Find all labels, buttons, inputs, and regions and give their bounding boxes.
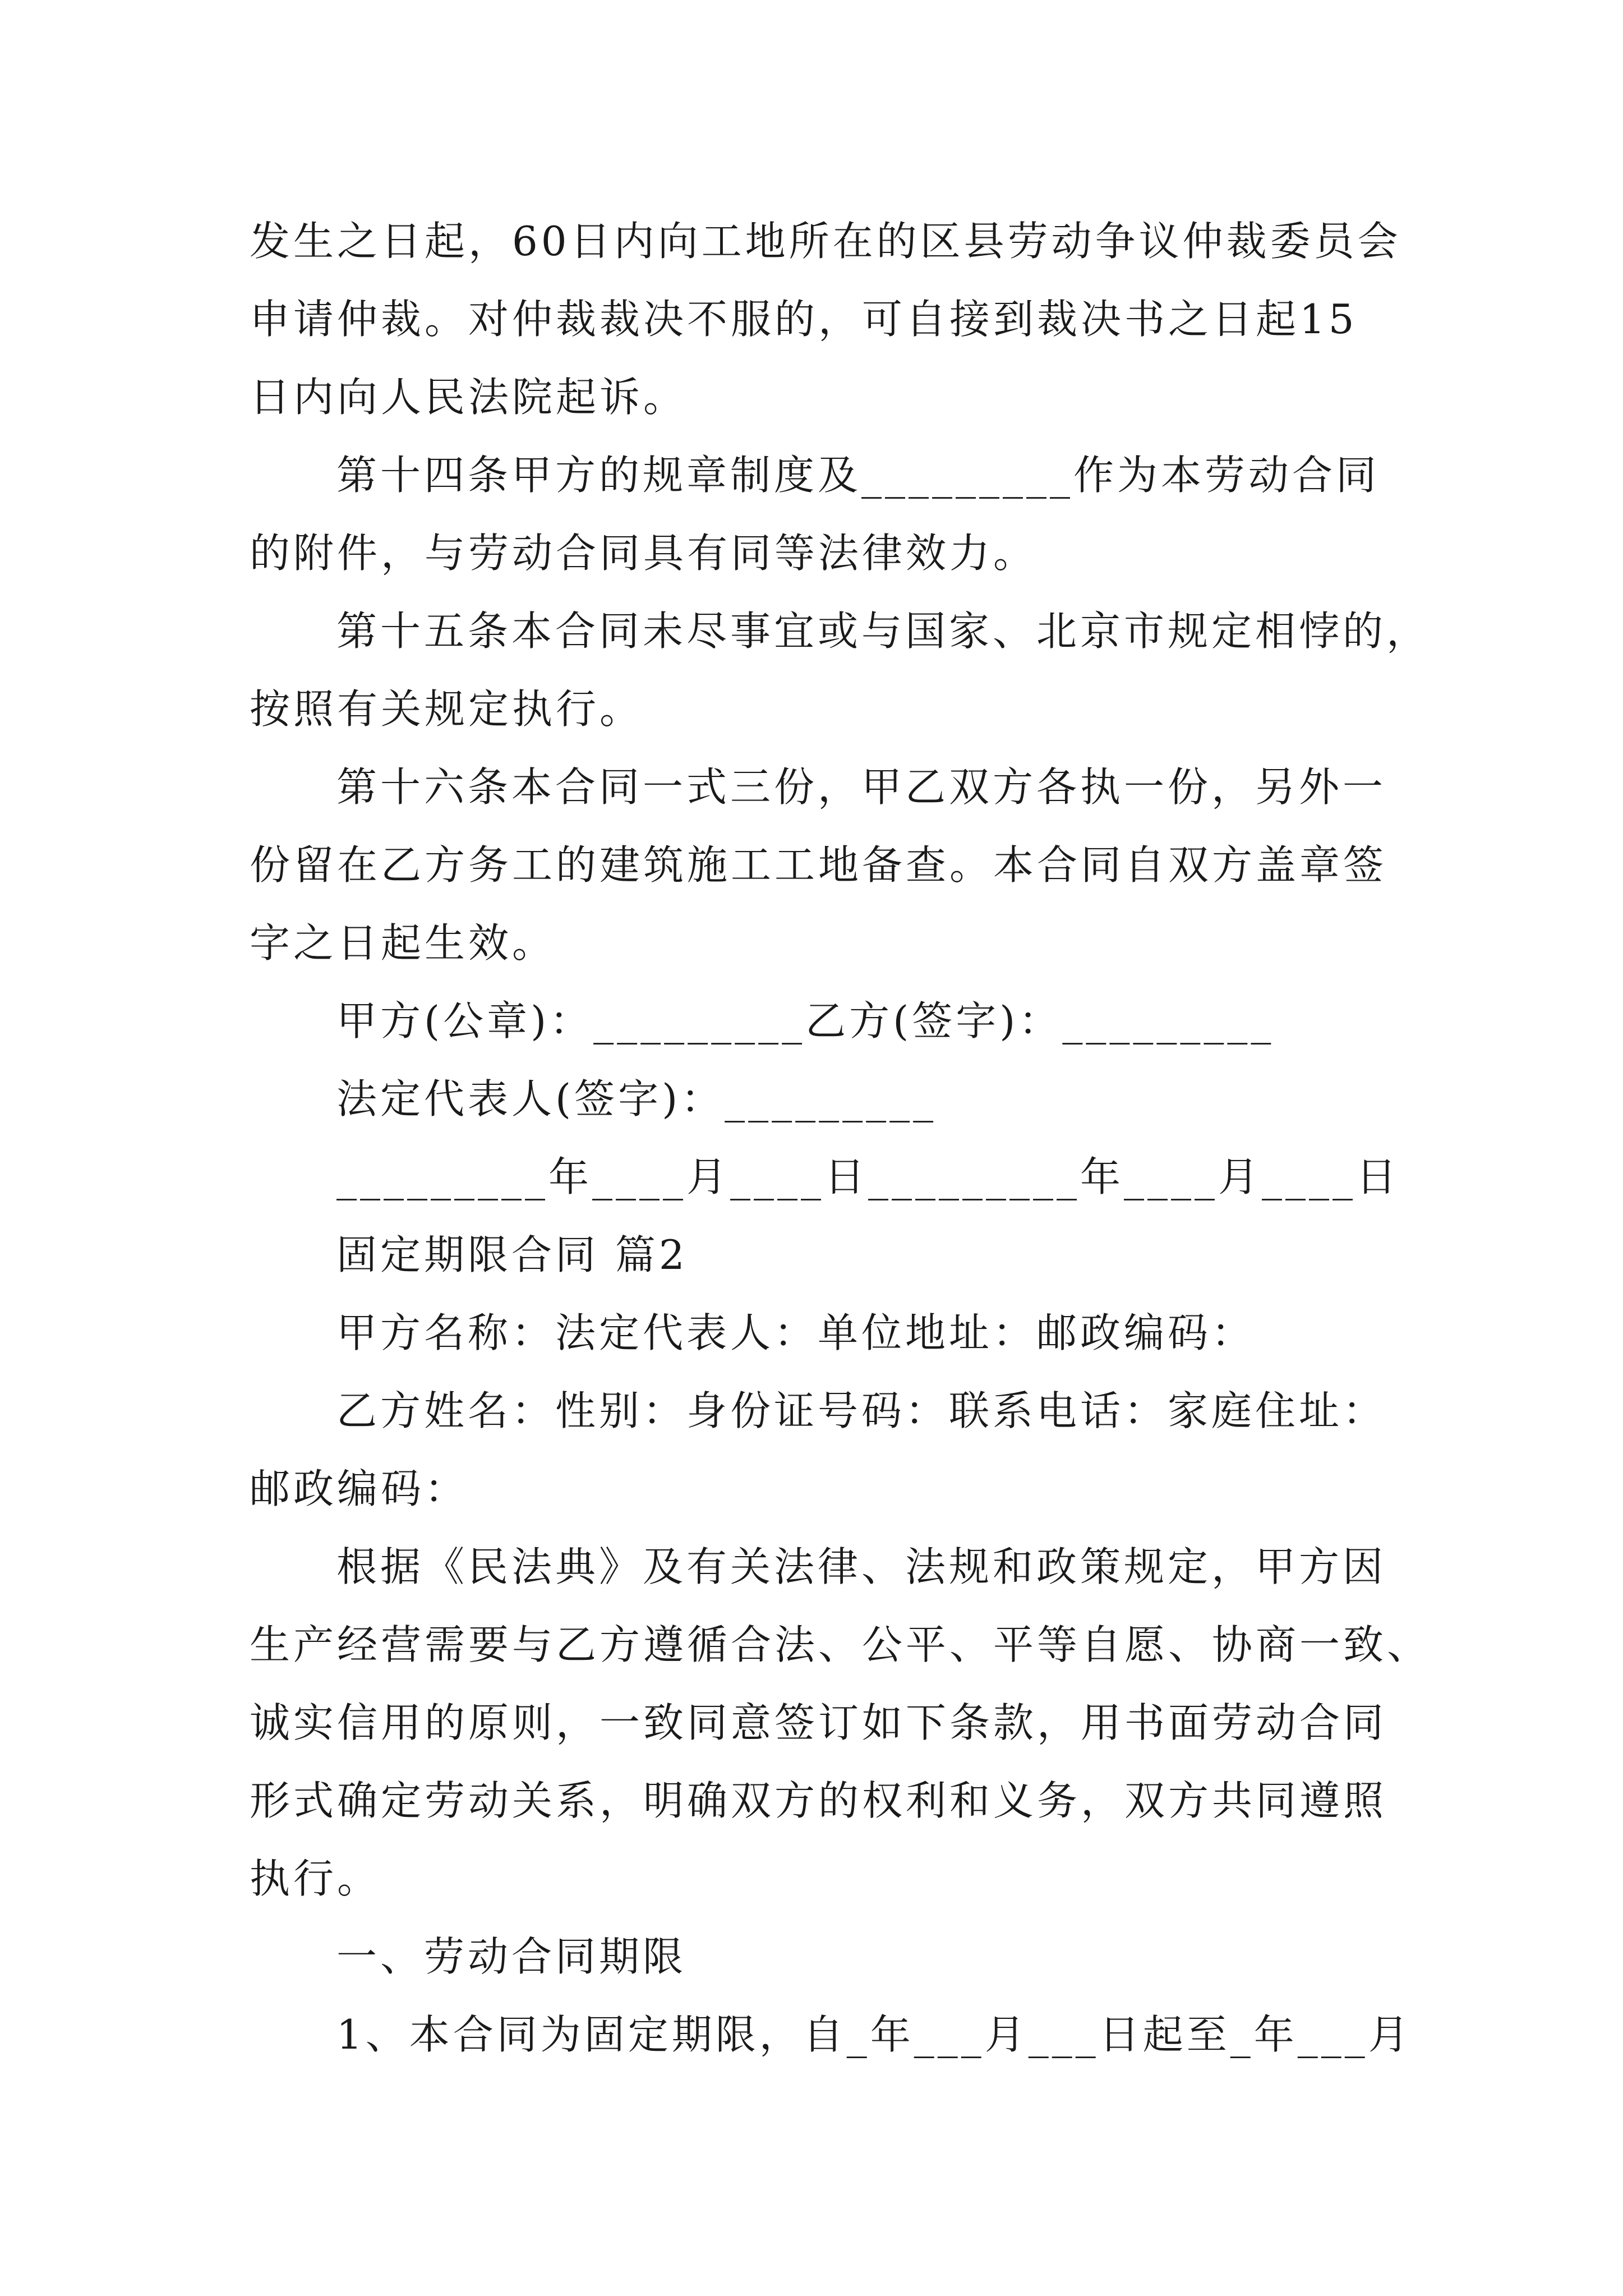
text-line: 乙方姓名：性别：身份证号码：联系电话：家庭住址： xyxy=(336,1387,1387,1434)
text-line: 第十四条甲方的规章制度及_________作为本劳动合同 xyxy=(336,452,1380,499)
text-line: 邮政编码： xyxy=(250,1465,469,1512)
text-line: 按照有关规定执行。 xyxy=(250,685,644,733)
text-line: 形式确定劳动关系，明确双方的权利和义务，双方共同遵照 xyxy=(250,1777,1387,1824)
text-line: 日内向人民法院起诉。 xyxy=(250,374,688,421)
text-line: 申请仲裁。对仲裁裁决不服的，可自接到裁决书之日起15 xyxy=(250,296,1358,343)
section-heading: 一、劳动合同期限 xyxy=(336,1933,687,1980)
section-heading: 固定期限合同 篇2 xyxy=(336,1231,688,1278)
signature-line: 法定代表人(签字)：_________ xyxy=(336,1075,937,1122)
text-line: 根据《民法典》及有关法律、法规和政策规定，甲方因 xyxy=(336,1543,1387,1590)
text-line: 份留在乙方务工的建筑施工工地备查。本合同自双方盖章签 xyxy=(250,841,1387,889)
text-line: 诚实信用的原则，一致同意签订如下条款，用书面劳动合同 xyxy=(250,1699,1387,1746)
signature-line: 甲方(公章)：_________乙方(签字)：_________ xyxy=(336,997,1275,1045)
text-line: 第十六条本合同一式三份，甲乙双方各执一份，另外一 xyxy=(336,763,1387,811)
text-line: 生产经营需要与乙方遵循合法、公平、平等自愿、协商一致、 xyxy=(250,1621,1431,1668)
text-line: 执行。 xyxy=(250,1855,381,1902)
date-line: _________年____月____日_________年____月____日 xyxy=(336,1153,1400,1200)
text-line: 1、本合同为固定期限，自_年___月___日起至_年___月 xyxy=(336,2011,1412,2058)
text-line: 发生之日起，60日内向工地所在的区县劳动争议仲裁委员会 xyxy=(250,218,1401,265)
text-line: 字之日起生效。 xyxy=(250,919,556,967)
text-line: 甲方名称：法定代表人：单位地址：邮政编码： xyxy=(336,1309,1256,1356)
text-line: 的附件，与劳动合同具有同等法律效力。 xyxy=(250,530,1038,577)
text-line: 第十五条本合同未尽事宜或与国家、北京市规定相悖的， xyxy=(336,608,1431,655)
